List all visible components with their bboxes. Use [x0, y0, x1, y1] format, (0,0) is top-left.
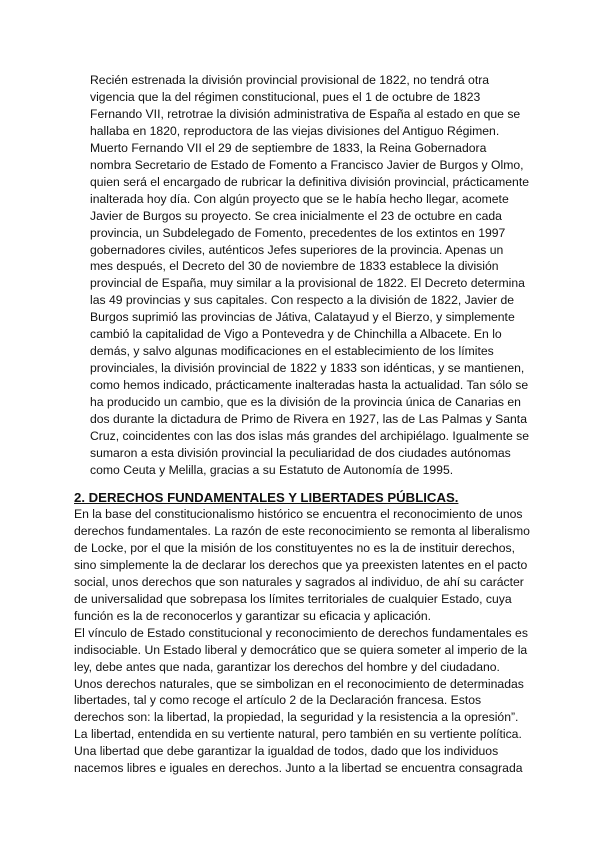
section-body: [74, 506, 536, 777]
text-line: mes después, el Decreto del 30 de noviembre de 1833 establece la división: [90, 259, 499, 274]
text-line: demás, y salvo algunas modificaciones en el establecimiento de los límites: [90, 344, 494, 359]
text-line: Javier de Burgos su proyecto. Se crea inicialmente el 23 de octubre en cada: [90, 208, 502, 223]
text-line: nombra Secretario de Estado de Fomento a Francisco Javier de Burgos y Olmo,: [90, 157, 524, 172]
text-line: inalterada hoy día. Con algún proyecto que se le había hecho llegar, acomete: [90, 191, 509, 206]
text-line: gobernadores civiles, auténticos Jefes superiores de la provincia. Apenas un: [90, 242, 504, 257]
intro-paragraph: [90, 72, 530, 479]
text-line: El vínculo de Estado constitucional y reconocimiento de derechos fundamentales es: [74, 625, 528, 640]
text-line: En la base del constitucionalismo histórico se encuentra el reconocimiento de unos: [74, 507, 523, 521]
text-line: Fernando VII, retrotrae la división administrativa de España al estado en que se: [90, 106, 521, 121]
text-line: libertades, tal y como recoge el artículo 2 de la Declaración francesa. Estos: [74, 693, 482, 708]
text-line: La libertad, entendida en su vertiente natural, pero también en su vertiente política.: [74, 727, 522, 742]
text-line: Unos derechos naturales, que se simbolizan en el reconocimiento de determinadas: [74, 676, 524, 691]
text-line: como Ceuta y Melilla, gracias a su Estatuto de Autonomía de 1995.: [90, 462, 454, 477]
text-line: Recién estrenada la división provincial provisional de 1822, no tendrá otra: [90, 73, 490, 87]
text-line: de universalidad que sobrepasa los límites territoriales de cualquier Estado, cuya: [74, 591, 512, 606]
text-line: como hemos indicado, prácticamente inalteradas hasta la actualidad. Tan sólo se: [90, 378, 529, 393]
text-line: indisociable. Un Estado liberal y democrático que se quiera someter al imperio de la: [74, 642, 528, 657]
text-line: función es la de reconocerlos y garantizar su eficacia y aplicación.: [74, 608, 432, 623]
section-heading: 2. DERECHOS FUNDAMENTALES Y LIBERTADES PÚBLICAS.: [74, 490, 459, 505]
text-line: Una libertad que debe garantizar la igualdad de todos, dado que los individuos: [74, 744, 499, 759]
text-line: nacemos libres e iguales en derechos. Junto a la libertad se encuentra consagrada: [74, 761, 523, 776]
text-line: ha producido un cambio, que es la división de la provincia única de Canarias en: [90, 395, 521, 410]
text-line: derechos fundamentales. La razón de este reconocimiento se remonta al liberalismo: [74, 523, 530, 538]
text-line: vigencia que la del régimen constitucional, pues el 1 de octubre de 1823: [90, 89, 481, 104]
text-line: dos durante la dictadura de Primo de Rivera en 1927, las de Las Palmas y Santa: [90, 412, 527, 427]
text-line: sumaron a esta división provincial la peculiaridad de dos ciudades autónomas: [90, 445, 511, 460]
text-line: social, unos derechos que son naturales y sagrados al individuo, de ahí su carácter: [74, 574, 524, 589]
text-line: las 49 provincias y sus capitales. Con respecto a la división de 1822, Javier de: [90, 293, 515, 308]
text-line: sino simplemente la de declarar los derechos que ya preexisten latentes en el pacto: [74, 557, 528, 572]
text-line: ley, debe antes que nada, garantizar los derechos del hombre y del ciudadano.: [74, 659, 500, 674]
text-line: derechos son: la libertad, la propiedad, la seguridad y la resistencia a la opresión”.: [74, 710, 519, 725]
text-line: de Locke, por el que la misión de los constituyentes no es la de instituir derechos,: [74, 540, 516, 555]
text-line: provincia, un Subdelegado de Fomento, precedentes de los extintos en 1997: [90, 225, 506, 240]
text-line: Burgos suprimió las provincias de Játiva, Calatayud y el Bierzo, y simplemente: [90, 310, 515, 325]
text-line: hallaba en 1820, reproductora de las viejas divisiones del Antiguo Régimen.: [90, 123, 500, 138]
text-line: provinciales, la división provincial de 1822 y 1833 son idénticas, y se mantienen,: [90, 361, 525, 376]
text-line: Cruz, coincidentes con las dos islas más grandes del archipiélago. Igualmente se: [90, 429, 529, 444]
text-line: cambió la capitalidad de Vigo a Pontevedra y de Chinchilla a Albacete. En lo: [90, 327, 502, 342]
text-line: Muerto Fernando VII el 29 de septiembre de 1833, la Reina Gobernadora: [90, 140, 487, 155]
text-line: provincial de España, muy similar a la provisional de 1822. El Decreto determina: [90, 276, 525, 291]
text-line: quien será el encargado de rubricar la definitiva división provincial, prácticamente: [90, 174, 529, 189]
